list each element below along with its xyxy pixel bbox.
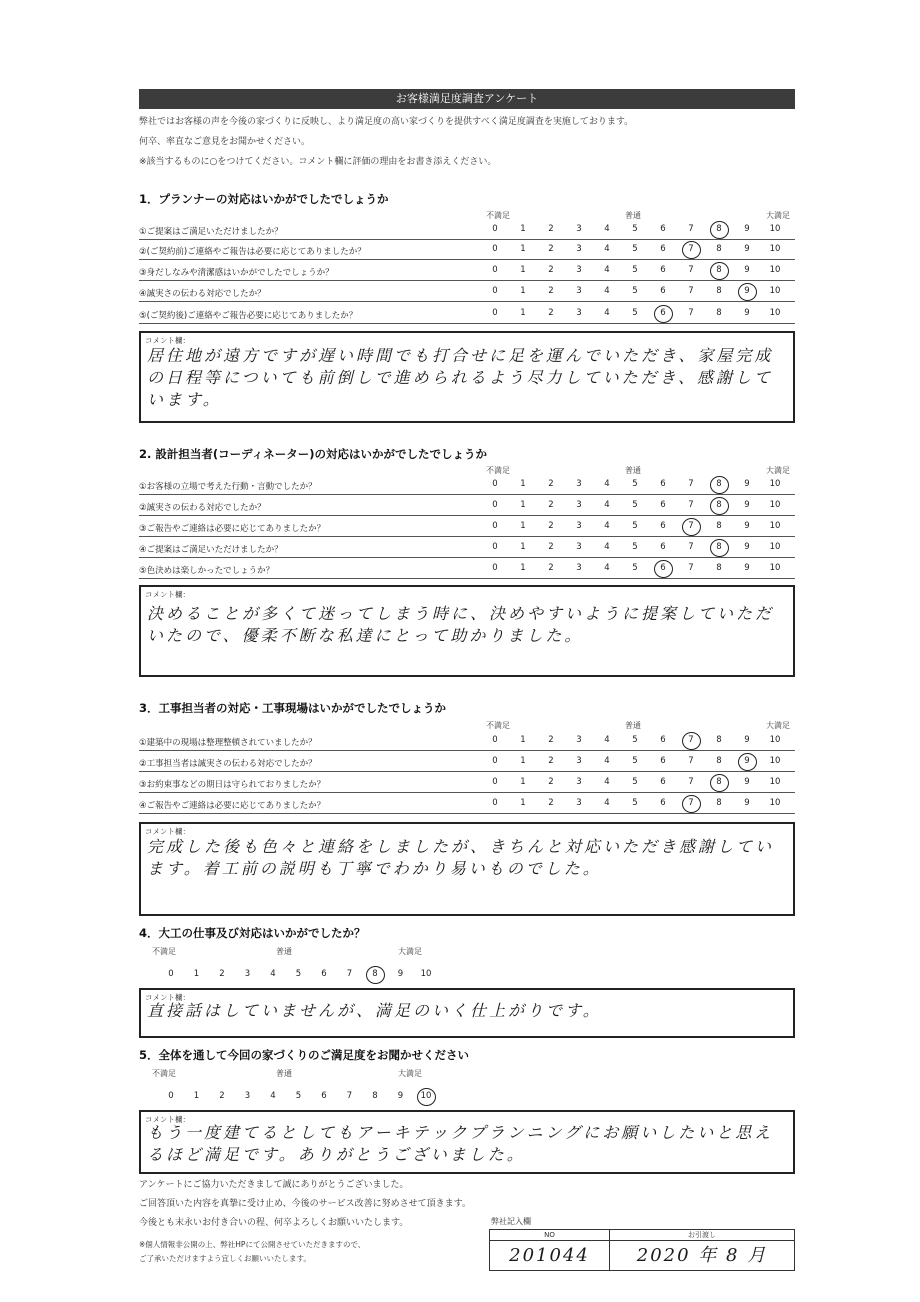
rating-option[interactable]: 4 xyxy=(604,265,610,275)
rating-option[interactable]: 1 xyxy=(520,521,526,531)
rating-option[interactable]: 6 xyxy=(660,265,666,275)
rating-option[interactable]: 3 xyxy=(576,265,582,275)
scale-high: 大満足 xyxy=(398,1069,422,1078)
rating-option[interactable]: 3 xyxy=(576,244,582,254)
rating-option[interactable]: 5 xyxy=(632,542,638,552)
rating-option[interactable]: 2 xyxy=(548,798,554,808)
rating-option[interactable]: 0 xyxy=(168,1091,174,1101)
rating-option[interactable]: 10 xyxy=(769,265,781,275)
rating-option[interactable]: 9 xyxy=(744,542,750,552)
rating-option-selected[interactable]: 8 xyxy=(709,224,729,234)
rating-option[interactable]: 10 xyxy=(769,286,781,296)
rating-option-selected[interactable]: 8 xyxy=(709,265,729,275)
rating-option[interactable]: 2 xyxy=(548,479,554,489)
rating-option-selected[interactable]: 9 xyxy=(737,756,757,766)
rating-option[interactable]: 4 xyxy=(604,224,610,234)
rating-option[interactable]: 1 xyxy=(520,265,526,275)
question-row xyxy=(139,305,795,324)
rating-option[interactable]: 9 xyxy=(397,1091,404,1101)
rating-option[interactable]: 2 xyxy=(548,563,554,573)
outro-line-3: 今後とも末永いお付き合いの程、何卒よろしくお願いいたします。 xyxy=(139,1218,409,1228)
rating-option[interactable]: 4 xyxy=(604,563,610,573)
question-row xyxy=(139,221,795,240)
rating-option[interactable]: 0 xyxy=(492,224,498,234)
rating-option[interactable]: 7 xyxy=(688,500,694,510)
section-4-title: 4．大工の仕事及び対応はいかがでしたか？ xyxy=(139,926,366,940)
rating-option-selected[interactable]: 8 xyxy=(365,969,385,979)
rating-option[interactable]: 3 xyxy=(576,500,582,510)
scale-low: 不満足 xyxy=(152,947,176,956)
rating-option[interactable]: 3 xyxy=(576,798,582,808)
rating-option[interactable]: 3 xyxy=(576,542,582,552)
question-label: ⑤色決めは楽しかったでしょうか？ xyxy=(139,566,275,576)
rating-option[interactable]: 6 xyxy=(660,756,666,766)
rating-option[interactable]: 4 xyxy=(604,500,610,510)
rating-option[interactable]: 4 xyxy=(604,521,610,531)
comment-label: コメント欄： xyxy=(145,993,190,1002)
rating-option[interactable]: 0 xyxy=(492,542,498,552)
office-handover-label: お引渡し xyxy=(610,1230,794,1241)
rating-option[interactable]: 3 xyxy=(576,308,582,318)
section-1-comment: 居住地が遠方ですが遅い時間でも打合せに足を運んでいただき、家屋完成の日程等についても前倒しで進められるよう尽力していただき、感謝しています。 xyxy=(147,346,774,409)
rating-option[interactable]: 4 xyxy=(270,969,276,979)
rating-option[interactable]: 9 xyxy=(744,308,750,318)
rating-option[interactable]: 0 xyxy=(492,286,498,296)
question-label: ③ご報告やご連絡は必要に応じてありましたか？ xyxy=(139,524,326,534)
rating-option[interactable]: 10 xyxy=(769,308,781,318)
rating-option[interactable]: 9 xyxy=(397,969,404,979)
rating-option[interactable]: 0 xyxy=(492,521,498,531)
rating-option[interactable]: 4 xyxy=(604,777,610,787)
rating-option-selected[interactable]: 8 xyxy=(709,500,729,510)
question-row xyxy=(139,732,795,751)
section-3-comment-box[interactable] xyxy=(139,822,795,916)
section-4-comment-box[interactable] xyxy=(139,988,795,1038)
rating-option[interactable]: 3 xyxy=(576,756,582,766)
rating-option[interactable]: 10 xyxy=(769,500,781,510)
rating-option[interactable]: 1 xyxy=(520,286,526,296)
question-label: ④誠実さの伝わる対応でしたか？ xyxy=(139,289,266,299)
privacy-note-2: ご了承いただけますよう宜しくお願いいたします。 xyxy=(139,1254,311,1263)
question-row xyxy=(139,753,795,772)
intro-line-3: ※該当するものに○をつけてください。コメント欄に評価の理由をお書き添えください。 xyxy=(139,157,497,167)
rating-option-selected[interactable]: 6 xyxy=(653,308,673,318)
rating-option-selected[interactable]: 7 xyxy=(681,798,701,808)
question-row xyxy=(139,560,795,579)
rating-option[interactable]: 10 xyxy=(769,798,781,808)
scale-high: 大満足 xyxy=(766,721,790,730)
question-row xyxy=(139,518,795,537)
rating-option[interactable]: 4 xyxy=(604,308,610,318)
rating-option[interactable]: 0 xyxy=(492,756,498,766)
question-row xyxy=(139,497,795,516)
rating-option[interactable]: 4 xyxy=(604,286,610,296)
rating-option[interactable]: 10 xyxy=(769,244,781,254)
rating-option[interactable]: 4 xyxy=(604,756,610,766)
rating-option[interactable]: 3 xyxy=(576,286,582,296)
rating-option-selected[interactable]: 7 xyxy=(681,244,701,254)
question-label: ⑤(ご契約後)ご連絡やご報告必要に応じてありましたか？ xyxy=(139,311,358,321)
scale-low: 不満足 xyxy=(486,211,510,220)
question-label: ④ご提案はご満足いただけましたか？ xyxy=(139,545,283,555)
scale-low: 不満足 xyxy=(486,721,510,730)
rating-option[interactable]: 6 xyxy=(660,244,666,254)
question-row xyxy=(139,539,795,558)
rating-option[interactable]: 7 xyxy=(688,265,694,275)
rating-option[interactable]: 8 xyxy=(716,735,722,745)
rating-option[interactable]: 9 xyxy=(744,777,750,787)
intro-line-1: 弊社ではお客様の声を今後の家づくりに反映し、より満足度の高い家づくりを提供すべく満足度調査を実施しております。 xyxy=(139,117,634,127)
rating-option[interactable]: 0 xyxy=(492,308,498,318)
rating-option[interactable]: 10 xyxy=(769,756,781,766)
rating-option[interactable]: 5 xyxy=(295,1091,302,1101)
intro-line-2: 何卒、率直なご意見をお聞かせください。 xyxy=(139,137,311,147)
rating-option[interactable]: 1 xyxy=(520,735,526,745)
rating-option[interactable]: 10 xyxy=(769,563,781,573)
rating-option[interactable]: 3 xyxy=(244,969,251,979)
rating-option[interactable]: 1 xyxy=(520,244,526,254)
question-label: ③身だしなみや清潔感はいかがでしたでしょうか？ xyxy=(139,268,334,278)
rating-option[interactable]: 3 xyxy=(576,479,582,489)
rating-option[interactable]: 5 xyxy=(632,521,638,531)
comment-label: コメント欄： xyxy=(145,827,190,836)
rating-option[interactable]: 2 xyxy=(548,756,554,766)
section-3-comment: 完成した後も色々と連絡をしましたが、きちんと対応いただき感謝しています。着工前の説明も丁寧でわかり易いものでした。 xyxy=(147,837,775,878)
rating-option[interactable]: 8 xyxy=(716,756,722,766)
comment-label: コメント欄： xyxy=(145,1115,190,1124)
rating-option[interactable]: 8 xyxy=(716,244,722,254)
rating-option[interactable]: 3 xyxy=(576,735,582,745)
rating-option[interactable]: 5 xyxy=(632,756,638,766)
rating-option[interactable]: 3 xyxy=(576,521,582,531)
rating-option[interactable]: 5 xyxy=(632,777,638,787)
rating-option[interactable]: 2 xyxy=(548,265,554,275)
rating-option-selected[interactable]: 7 xyxy=(681,735,701,745)
section-1-comment-box[interactable] xyxy=(139,331,795,423)
scale-low: 不満足 xyxy=(152,1069,176,1078)
rating-option[interactable]: 1 xyxy=(520,563,526,573)
question-label: ③お約束事などの期日は守られておりましたか？ xyxy=(139,780,326,790)
rating-option[interactable]: 10 xyxy=(769,777,781,787)
rating-option[interactable]: 2 xyxy=(219,1091,225,1101)
scale-high: 大満足 xyxy=(766,466,790,475)
rating-option[interactable]: 1 xyxy=(520,500,526,510)
rating-option[interactable]: 1 xyxy=(520,224,526,234)
rating-option[interactable]: 10 xyxy=(769,479,781,489)
scale-high: 大満足 xyxy=(766,211,790,220)
rating-option[interactable]: 3 xyxy=(576,777,582,787)
rating-option[interactable]: 6 xyxy=(660,735,666,745)
rating-option[interactable]: 7 xyxy=(688,777,694,787)
rating-option[interactable]: 9 xyxy=(744,265,750,275)
rating-option-selected[interactable]: 8 xyxy=(709,479,729,489)
rating-option[interactable]: 1 xyxy=(520,479,526,489)
rating-option[interactable]: 7 xyxy=(346,1091,353,1101)
question-row xyxy=(139,283,795,302)
rating-option[interactable]: 1 xyxy=(193,969,200,979)
rating-option[interactable]: 9 xyxy=(744,563,750,573)
rating-option[interactable]: 6 xyxy=(660,542,666,552)
section-2-comment-box[interactable] xyxy=(139,585,795,677)
rating-option[interactable]: 8 xyxy=(716,563,722,573)
rating-option[interactable]: 1 xyxy=(520,308,526,318)
rating-option[interactable]: 1 xyxy=(520,542,526,552)
question-label: ②(ご契約前)ご連絡やご報告は必要に応じてありましたか？ xyxy=(139,247,366,257)
comment-label: コメント欄： xyxy=(145,590,190,599)
outro-line-1: アンケートにご協力いただきまして誠にありがとうございました。 xyxy=(139,1180,409,1190)
question-row xyxy=(139,241,795,260)
page-title: お客様満足度調査アンケート xyxy=(139,89,795,109)
rating-option[interactable]: 5 xyxy=(632,224,638,234)
rating-option[interactable]: 5 xyxy=(632,479,638,489)
rating-option[interactable]: 5 xyxy=(632,286,638,296)
section-4-comment: 直接話はしていませんが、満足のいく仕上がりです。 xyxy=(147,1001,602,1020)
rating-option-selected[interactable]: 10 xyxy=(416,1091,436,1101)
rating-option-selected[interactable]: 8 xyxy=(709,542,729,552)
rating-option-selected[interactable]: 7 xyxy=(681,521,701,531)
question-label: ②誠実さの伝わる対応でしたか？ xyxy=(139,503,266,513)
question-row xyxy=(139,795,795,814)
rating-option[interactable]: 7 xyxy=(688,479,694,489)
rating-option[interactable]: 6 xyxy=(660,224,666,234)
rating-option[interactable]: 6 xyxy=(660,777,666,787)
rating-option[interactable]: 5 xyxy=(632,244,638,254)
rating-option[interactable]: 5 xyxy=(632,798,638,808)
rating-option[interactable]: 8 xyxy=(716,286,722,296)
section-1-title: 1．プランナーの対応はいかがでしたでしょうか xyxy=(139,192,389,206)
rating-scale xyxy=(139,966,459,984)
question-label: ④ご報告やご連絡は必要に応じてありましたか？ xyxy=(139,801,326,811)
rating-option[interactable]: 9 xyxy=(744,521,750,531)
question-row xyxy=(139,262,795,281)
rating-option[interactable]: 9 xyxy=(744,244,750,254)
office-handover-value[interactable]: 2020 年 8 月 xyxy=(636,1245,768,1266)
section-5-comment-box[interactable] xyxy=(139,1110,795,1174)
rating-option[interactable]: 4 xyxy=(604,798,610,808)
question-row xyxy=(139,476,795,495)
question-label: ①建築中の現場は整理整頓されていましたか？ xyxy=(139,738,317,748)
question-label: ①お客様の立場で考えた行動・言動でしたか？ xyxy=(139,482,317,492)
question-label: ②工事担当者は誠実さの伝わる対応でしたか？ xyxy=(139,759,317,769)
rating-option[interactable]: 7 xyxy=(688,756,694,766)
rating-option[interactable]: 0 xyxy=(492,735,498,745)
rating-option[interactable]: 5 xyxy=(632,563,638,573)
office-no-value[interactable]: 201044 xyxy=(509,1245,590,1266)
rating-option[interactable]: 6 xyxy=(321,969,327,979)
scale-mid: 普通 xyxy=(276,947,292,956)
rating-option[interactable]: 9 xyxy=(744,798,750,808)
office-use-label: 弊社記入欄 xyxy=(491,1217,531,1226)
rating-option[interactable]: 8 xyxy=(372,1091,378,1101)
rating-option[interactable]: 5 xyxy=(632,308,638,318)
rating-option[interactable]: 7 xyxy=(346,969,353,979)
question-row xyxy=(139,774,795,793)
rating-option[interactable]: 6 xyxy=(660,286,666,296)
rating-option[interactable]: 7 xyxy=(688,542,694,552)
rating-option[interactable]: 10 xyxy=(420,969,432,979)
rating-option[interactable]: 1 xyxy=(520,798,526,808)
rating-option[interactable]: 5 xyxy=(632,735,638,745)
rating-option[interactable]: 2 xyxy=(548,286,554,296)
section-5-title: 5．全体を通して今回の家づくりのご満足度をお聞かせください xyxy=(139,1048,469,1062)
rating-option[interactable]: 10 xyxy=(769,521,781,531)
rating-option[interactable]: 8 xyxy=(716,521,722,531)
rating-option[interactable]: 0 xyxy=(492,500,498,510)
rating-option[interactable]: 4 xyxy=(270,1091,276,1101)
rating-option[interactable]: 7 xyxy=(688,308,694,318)
question-label: ①ご提案はご満足いただけましたか？ xyxy=(139,227,283,237)
section-2-comment: 決めることが多くて迷ってしまう時に、決めやすいように提案していただいたので、優柔不断な私達にとって助かりました。 xyxy=(147,604,775,645)
rating-option[interactable]: 2 xyxy=(548,500,554,510)
rating-option[interactable]: 5 xyxy=(632,265,638,275)
rating-option[interactable]: 2 xyxy=(548,244,554,254)
rating-option[interactable]: 0 xyxy=(492,479,498,489)
rating-option[interactable]: 4 xyxy=(604,244,610,254)
rating-option[interactable]: 0 xyxy=(492,777,498,787)
scale-high: 大満足 xyxy=(398,947,422,956)
rating-option[interactable]: 6 xyxy=(660,798,666,808)
scale-mid: 普通 xyxy=(625,466,641,475)
rating-option[interactable]: 0 xyxy=(492,798,498,808)
rating-option[interactable]: 0 xyxy=(492,265,498,275)
rating-option[interactable]: 8 xyxy=(716,308,722,318)
office-no-label: NO xyxy=(490,1230,609,1241)
office-no-cell xyxy=(490,1230,610,1270)
rating-option[interactable]: 1 xyxy=(520,756,526,766)
rating-option[interactable]: 2 xyxy=(548,521,554,531)
rating-option[interactable]: 9 xyxy=(744,479,750,489)
rating-option[interactable]: 10 xyxy=(769,542,781,552)
rating-option[interactable]: 3 xyxy=(244,1091,251,1101)
rating-option[interactable]: 7 xyxy=(688,224,694,234)
rating-option-selected[interactable]: 9 xyxy=(737,286,757,296)
rating-option[interactable]: 1 xyxy=(193,1091,200,1101)
rating-option[interactable]: 0 xyxy=(492,244,498,254)
rating-option[interactable]: 2 xyxy=(548,777,554,787)
rating-option[interactable]: 8 xyxy=(716,798,722,808)
rating-option[interactable]: 9 xyxy=(744,500,750,510)
privacy-note-1: ※個人情報非公開の上、弊社HPにて公開させていただきますので、 xyxy=(139,1240,366,1249)
office-use-table xyxy=(489,1229,795,1271)
rating-option[interactable]: 6 xyxy=(660,521,666,531)
rating-option[interactable]: 5 xyxy=(295,969,302,979)
rating-option[interactable]: 6 xyxy=(660,500,666,510)
scale-mid: 普通 xyxy=(625,721,641,730)
rating-option[interactable]: 7 xyxy=(688,563,694,573)
section-5-comment: もう一度建てるとしてもアーキテックプランニングにお願いしたいと思えるほど満足です。ありがとうございました。 xyxy=(147,1123,774,1164)
rating-option[interactable]: 6 xyxy=(660,479,666,489)
outro-line-2: ご回答頂いた内容を真摯に受け止め、今後のサービス改善に努めさせて頂きます。 xyxy=(139,1199,471,1209)
rating-option[interactable]: 2 xyxy=(219,969,225,979)
rating-option-selected[interactable]: 8 xyxy=(709,777,729,787)
rating-option[interactable]: 0 xyxy=(492,563,498,573)
rating-option[interactable]: 5 xyxy=(632,500,638,510)
rating-option[interactable]: 9 xyxy=(744,735,750,745)
rating-option[interactable]: 7 xyxy=(688,286,694,296)
office-handover-cell xyxy=(610,1230,794,1270)
rating-option[interactable]: 4 xyxy=(604,735,610,745)
rating-option[interactable]: 4 xyxy=(604,479,610,489)
rating-option[interactable]: 2 xyxy=(548,308,554,318)
rating-option[interactable]: 0 xyxy=(168,969,174,979)
rating-option[interactable]: 1 xyxy=(520,777,526,787)
rating-option-selected[interactable]: 6 xyxy=(653,563,673,573)
rating-option[interactable]: 4 xyxy=(604,542,610,552)
rating-option[interactable]: 10 xyxy=(769,224,781,234)
section-3-title: 3．工事担当者の対応・工事現場はいかがでしたでしょうか xyxy=(139,701,446,715)
rating-option[interactable]: 2 xyxy=(548,542,554,552)
scale-mid: 普通 xyxy=(625,211,641,220)
rating-scale xyxy=(139,1088,459,1106)
comment-label: コメント欄： xyxy=(145,336,190,345)
section-2-title: 2. 設計担当者(コーディネーター)の対応はいかがでしたでしょうか xyxy=(139,447,487,461)
scale-mid: 普通 xyxy=(276,1069,292,1078)
rating-option[interactable]: 3 xyxy=(576,563,582,573)
rating-option[interactable]: 9 xyxy=(744,224,750,234)
scale-low: 不満足 xyxy=(486,466,510,475)
rating-option[interactable]: 6 xyxy=(321,1091,327,1101)
rating-option[interactable]: 2 xyxy=(548,735,554,745)
rating-option[interactable]: 2 xyxy=(548,224,554,234)
rating-option[interactable]: 3 xyxy=(576,224,582,234)
rating-option[interactable]: 10 xyxy=(769,735,781,745)
